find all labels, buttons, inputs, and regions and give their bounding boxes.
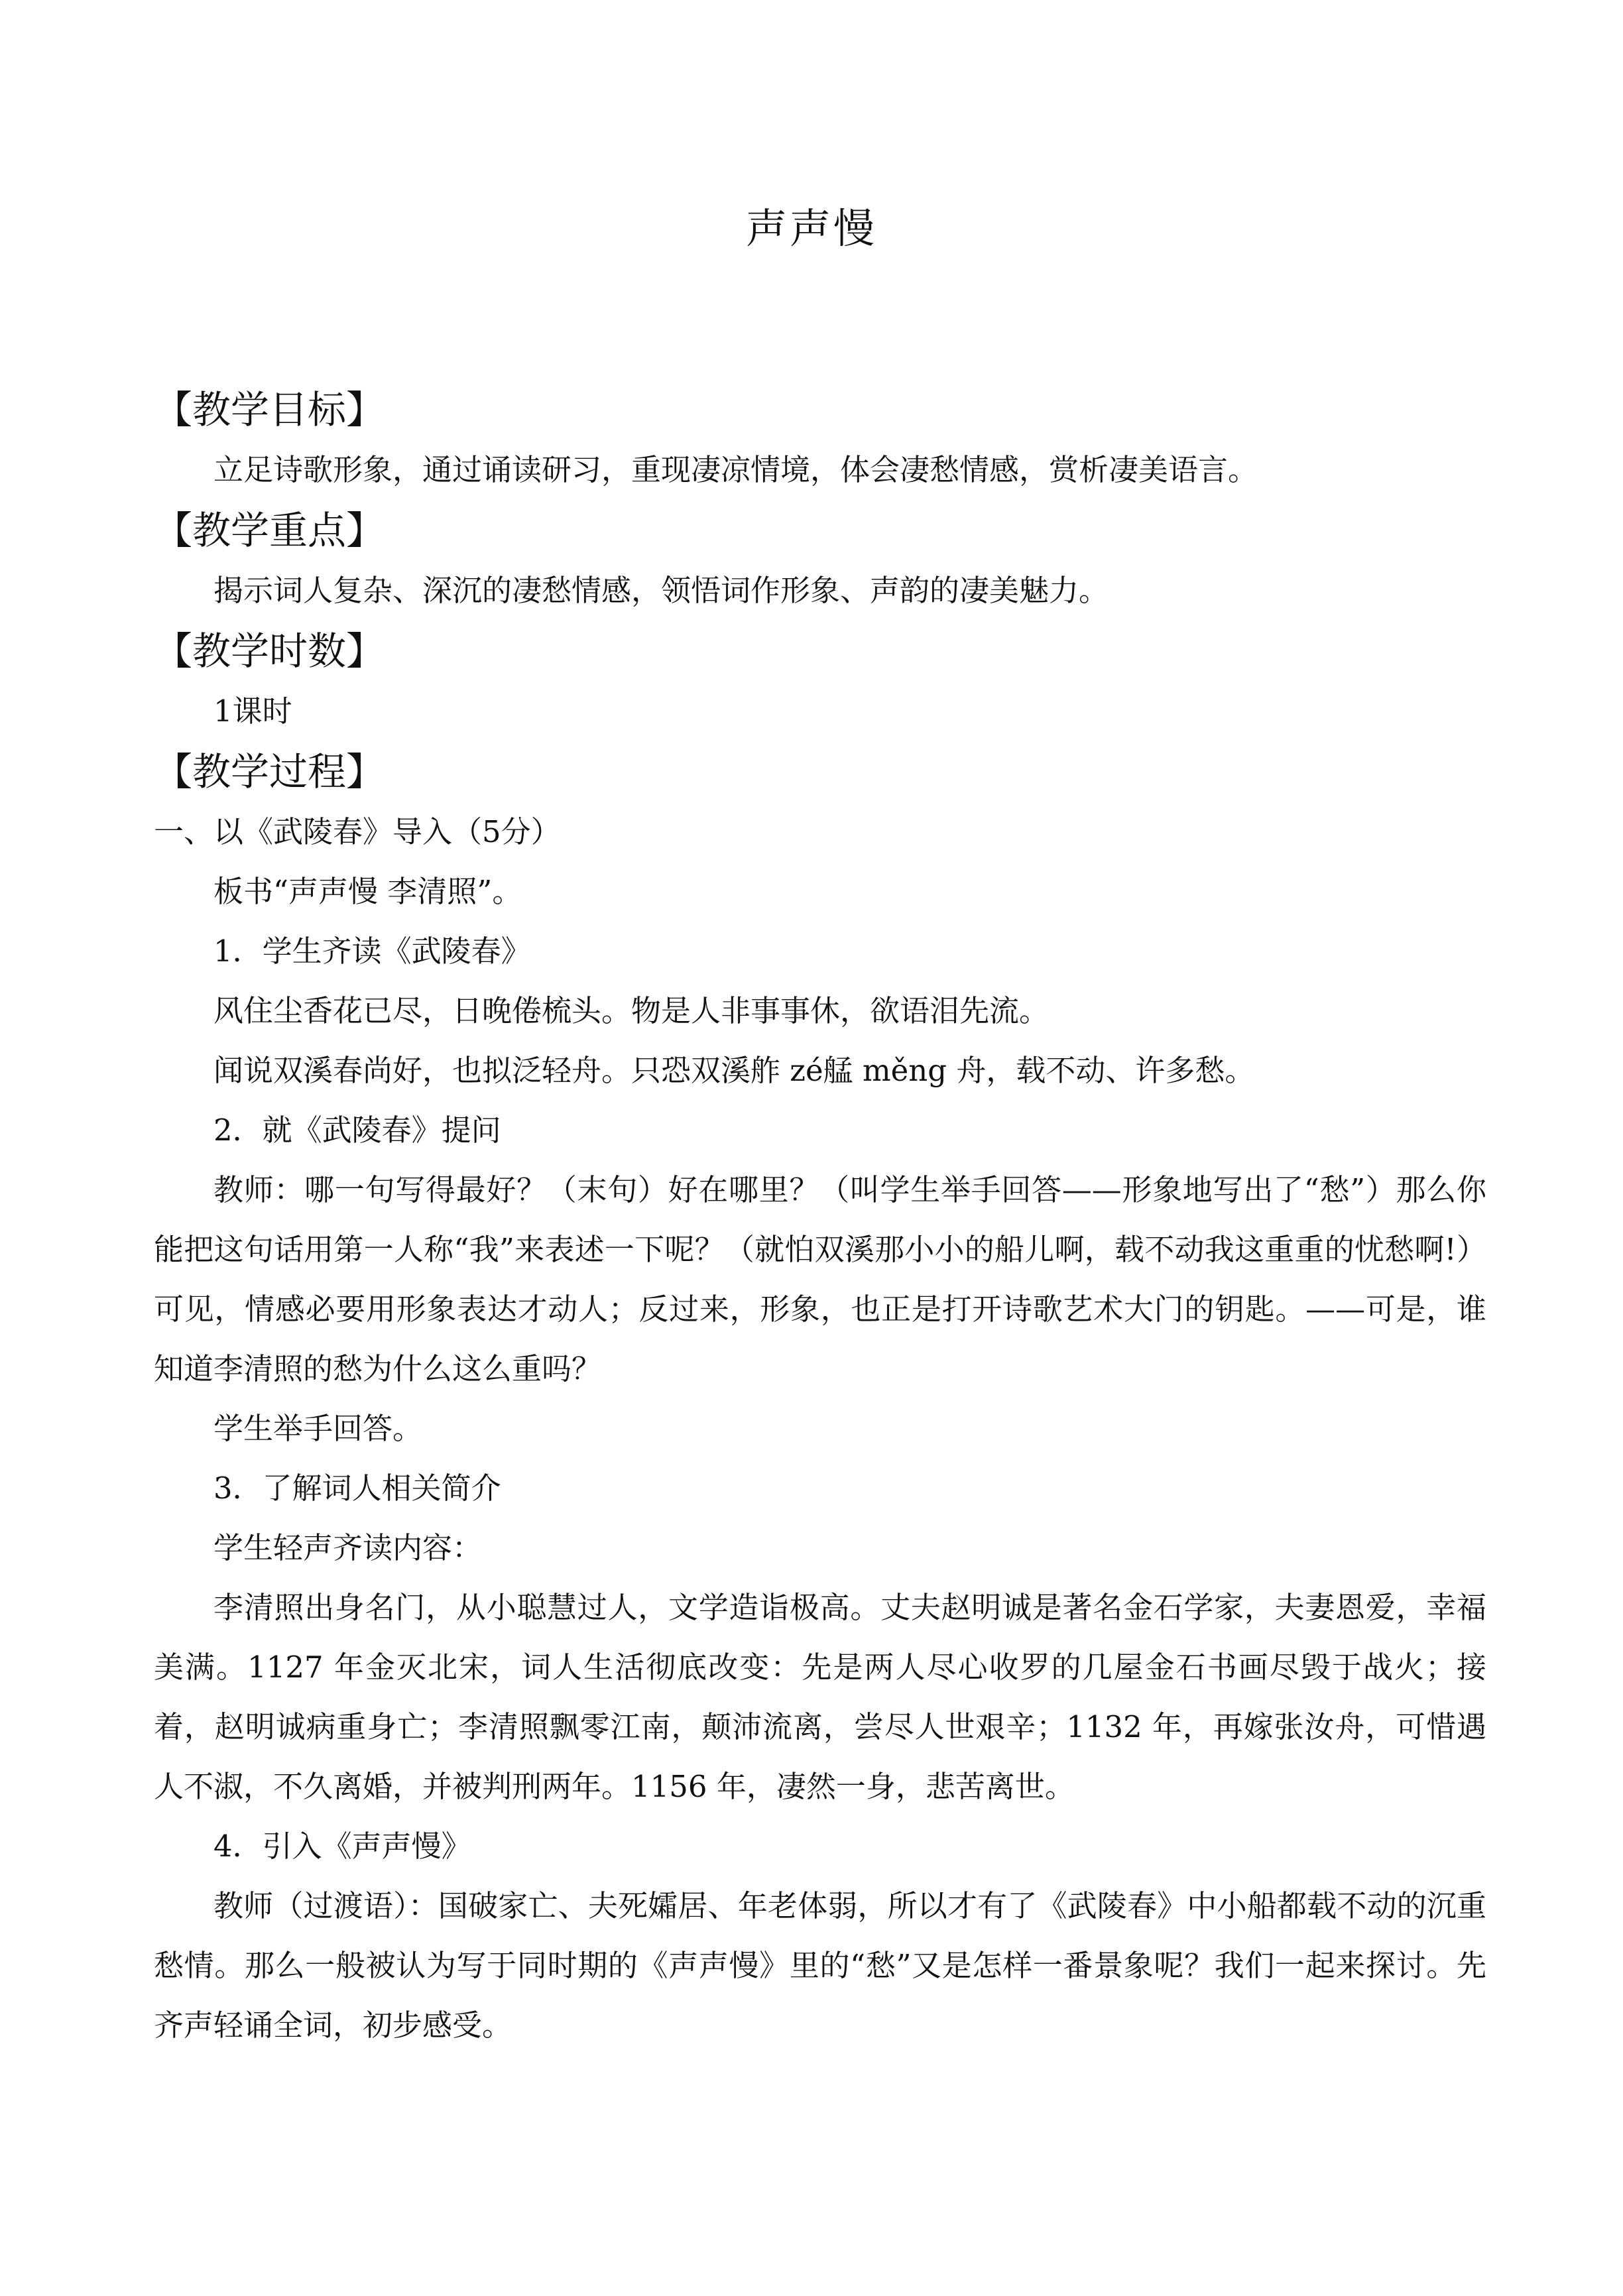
sub-step-4: 4．引入《声声慢》 — [213, 1829, 471, 1864]
section-heading-teaching-goal: 【教学目标】 — [154, 387, 385, 432]
poem-line-1: 风住尘香花已尽，日晚倦梳头。物是人非事事休，欲语泪先流。 — [213, 993, 1050, 1028]
teaching-goal-text: 立足诗歌形象，通过诵读研习，重现凄凉情境，体会凄愁情感，赏析凄美语言。 — [213, 452, 1258, 487]
poem-line-2: 闻说双溪春尚好，也拟泛轻舟。只恐双溪舴 zé艋 měng 舟，载不动、许多愁。 — [213, 1053, 1255, 1088]
teaching-hours-text: 1课时 — [213, 694, 292, 729]
section-heading-teaching-focus: 【教学重点】 — [154, 508, 385, 553]
section-heading-teaching-process: 【教学过程】 — [154, 749, 385, 794]
sub-step-1: 1．学生齐读《武陵春》 — [213, 934, 531, 969]
sub-step-3: 3．了解词人相关简介 — [213, 1471, 501, 1506]
blackboard-text: 板书“声声慢 李清照”。 — [213, 874, 522, 909]
student-read-text: 学生轻声齐读内容： — [213, 1530, 483, 1565]
teacher-question-paragraph: 教师：哪一句写得最好？（末句）好在哪里？（叫学生举手回答——形象地写出了“愁”）那么你能把这句话用第一人称“我”来表述一下呢？（就怕双溪那小小的船儿啊，载不动我这重重的忧愁啊!）可见，情感必要用形象表达才动人；反过来，形象，也正是打开诗歌艺术大门的钥匙。——可是，谁知道李清照的愁为什么这么重吗？ — [154, 1172, 1486, 1386]
section-heading-teaching-hours: 【教学时数】 — [154, 629, 385, 674]
document-body — [154, 379, 1486, 2055]
step-one-heading: 一、以《武陵春》导入（5分） — [154, 814, 561, 849]
sub-step-2: 2．就《武陵春》提问 — [213, 1113, 501, 1148]
teaching-focus-text: 揭示词人复杂、深沉的凄愁情感，领悟词作形象、声韵的凄美魅力。 — [213, 573, 1109, 608]
poet-bio-paragraph: 李清照出身名门，从小聪慧过人，文学造诣极高。丈夫赵明诚是著名金石学家，夫妻恩爱，幸福美满。1127 年金灭北宋，词人生活彻底改变：先是两人尽心收罗的几屋金石书画尽毁于战火；接着，赵明诚病重身亡；李清照飘零江南，颠沛流离，尝尽人世艰辛；1132 年，再嫁张汝舟，可惜遇人不淑，不久离婚，并被判刑两年。1156 年，凄然一身，悲苦离世。 — [154, 1590, 1486, 1804]
student-answer-text: 学生举手回答。 — [213, 1411, 423, 1446]
page-title: 声声慢 — [745, 204, 877, 253]
transition-paragraph: 教师（过渡语）：国破家亡、夫死孀居、年老体弱，所以才有了《武陵春》中小船都载不动的沉重愁情。那么一般被认为写于同时期的《声声慢》里的“愁”又是怎样一番景象呢？我们一起来探讨。先齐声轻诵全词，初步感受。 — [154, 1888, 1486, 2043]
